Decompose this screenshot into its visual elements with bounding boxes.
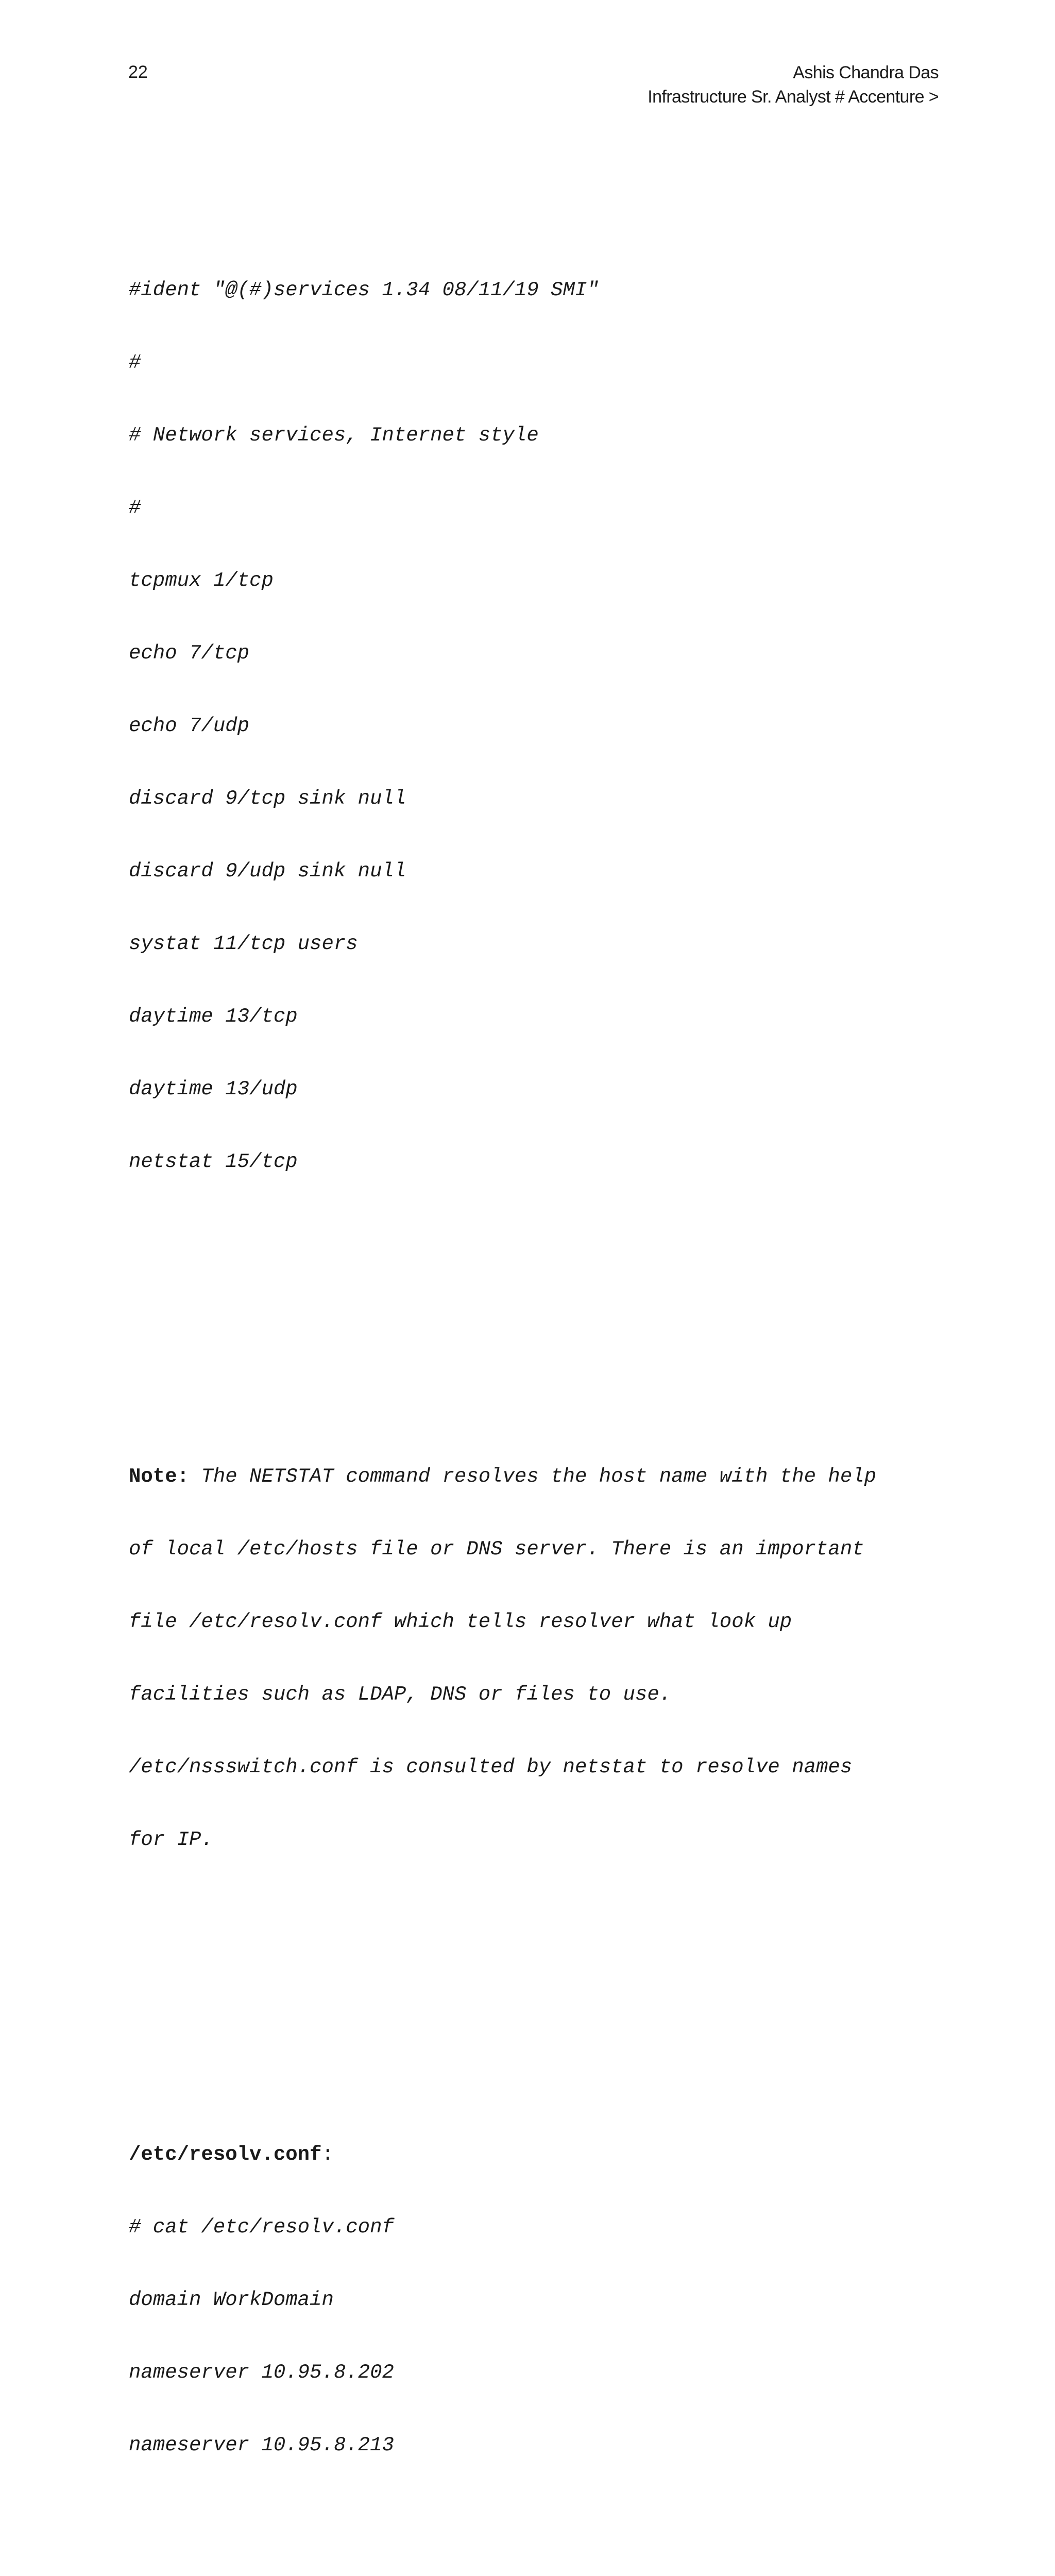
note-text: The NETSTAT command resolves the host name with the help: [189, 1465, 877, 1488]
note-text: for IP.: [129, 1828, 213, 1851]
note-text: of local /etc/hosts file or DNS server. There is an important: [129, 1538, 864, 1561]
document-body: [129, 133, 953, 2576]
code-line: nameserver 10.95.8.213: [129, 2434, 394, 2456]
code-line: discard 9/tcp sink null: [129, 787, 406, 810]
code-line: # Network services, Internet style: [129, 424, 539, 447]
note-label: Note:: [129, 1465, 190, 1488]
resolv-conf-section: [129, 2094, 953, 2506]
code-line: echo 7/udp: [129, 715, 250, 737]
page-number: 22: [128, 62, 148, 82]
section-heading: /etc/resolv.conf:: [129, 2143, 334, 2166]
code-line: # cat /etc/resolv.conf: [129, 2216, 394, 2239]
code-line: domain WorkDomain: [129, 2289, 334, 2311]
code-line: netstat 15/tcp: [129, 1150, 298, 1173]
note-text: /etc/nssswitch.conf is consulted by netstat to resolve names: [129, 1756, 853, 1778]
note-text: facilities such as LDAP, DNS or files to use.: [129, 1683, 672, 1706]
code-line: #: [129, 351, 141, 374]
code-line: systat 11/tcp users: [129, 933, 358, 955]
header-author: Ashis Chandra Das: [793, 63, 939, 82]
code-line: tcpmux 1/tcp: [129, 569, 274, 592]
note-text: file /etc/resolv.conf which tells resolver what look up: [129, 1611, 792, 1633]
code-line: #ident "@(#)services 1.34 08/11/19 SMI": [129, 279, 599, 301]
note-paragraph: [129, 1416, 953, 1901]
code-line: echo 7/tcp: [129, 642, 250, 665]
page-header: [648, 61, 939, 109]
code-line: daytime 13/udp: [129, 1078, 298, 1100]
code-line: #: [129, 497, 141, 519]
header-role: Infrastructure Sr. Analyst # Accenture >: [648, 87, 939, 107]
services-listing: [129, 230, 953, 1223]
code-line: daytime 13/tcp: [129, 1005, 298, 1028]
code-line: discard 9/udp sink null: [129, 860, 406, 883]
code-line: nameserver 10.95.8.202: [129, 2361, 394, 2384]
